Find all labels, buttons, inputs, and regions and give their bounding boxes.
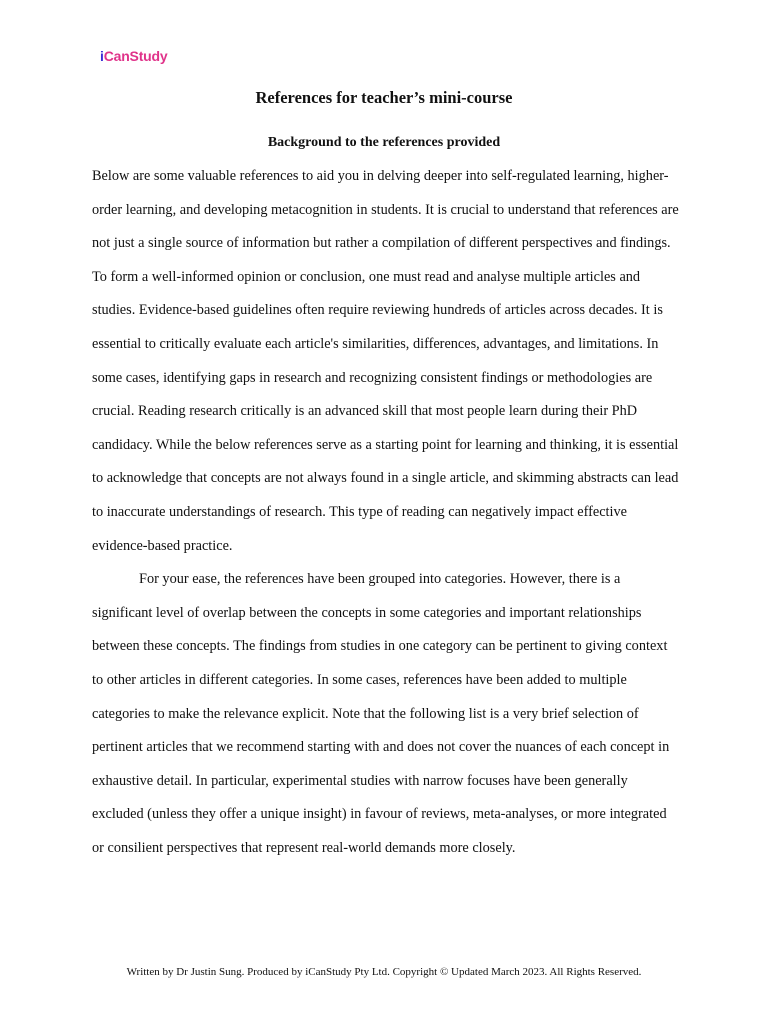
page-footer: Written by Dr Justin Sung. Produced by iCanStudy Pty Ltd. Copyright © Updated March 2023. All Rights Reserved.: [126, 966, 642, 978]
section-heading: Background to the references provided: [267, 135, 501, 150]
brand-logo-i: i: [100, 48, 104, 64]
brand-logo-text: CanStudy: [103, 48, 168, 64]
paragraph-2: For your ease, the references have been grouped into categories. However, there is a significant level of overlap between the concepts in some categories and important relationships between these concepts. The findings from studies in one category can be pertinent to giving context to other articles in different categories. In some cases, references have been added to multiple categories to make the relevance explicit. Note that the following list is a very brief selection of pertinent articles that we recommend starting with and does not cover the nuances of each concept in exhaustive detail. In particular, experimental studies with narrow focuses have been generally excluded (unless they offer a unique insight) in favour of reviews, meta-analyses, or more integrated or consilient perspectives that represent real-world demands more closely.: [92, 571, 670, 856]
brand-logo: [100, 47, 167, 65]
document-title: References for teacher’s mini-course: [255, 88, 513, 107]
document-body: [92, 160, 682, 865]
paragraph-1: Below are some valuable references to aid you in delving deeper into self-regulated learning, higher-order learning, and developing metacognition in students. It is crucial to understand that references are not just a single source of information but rather a compilation of different perspectives and findings. To form a well-informed opinion or conclusion, one must read and analyse multiple articles and studies. Evidence-based guidelines often require reviewing hundreds of articles across decades. It is essential to critically evaluate each article's similarities, differences, advantages, and limitations. In some cases, identifying gaps in research and recognizing consistent findings or methodologies are crucial. Reading research critically is an advanced skill that most people learn during their PhD candidacy. While the below references serve as a starting point for learning and thinking, it is essential to acknowledge that concepts are not always found in a single article, and skimming abstracts can lead to inaccurate understandings of research. This type of reading can negatively impact effective evidence-based practice.: [92, 168, 679, 554]
